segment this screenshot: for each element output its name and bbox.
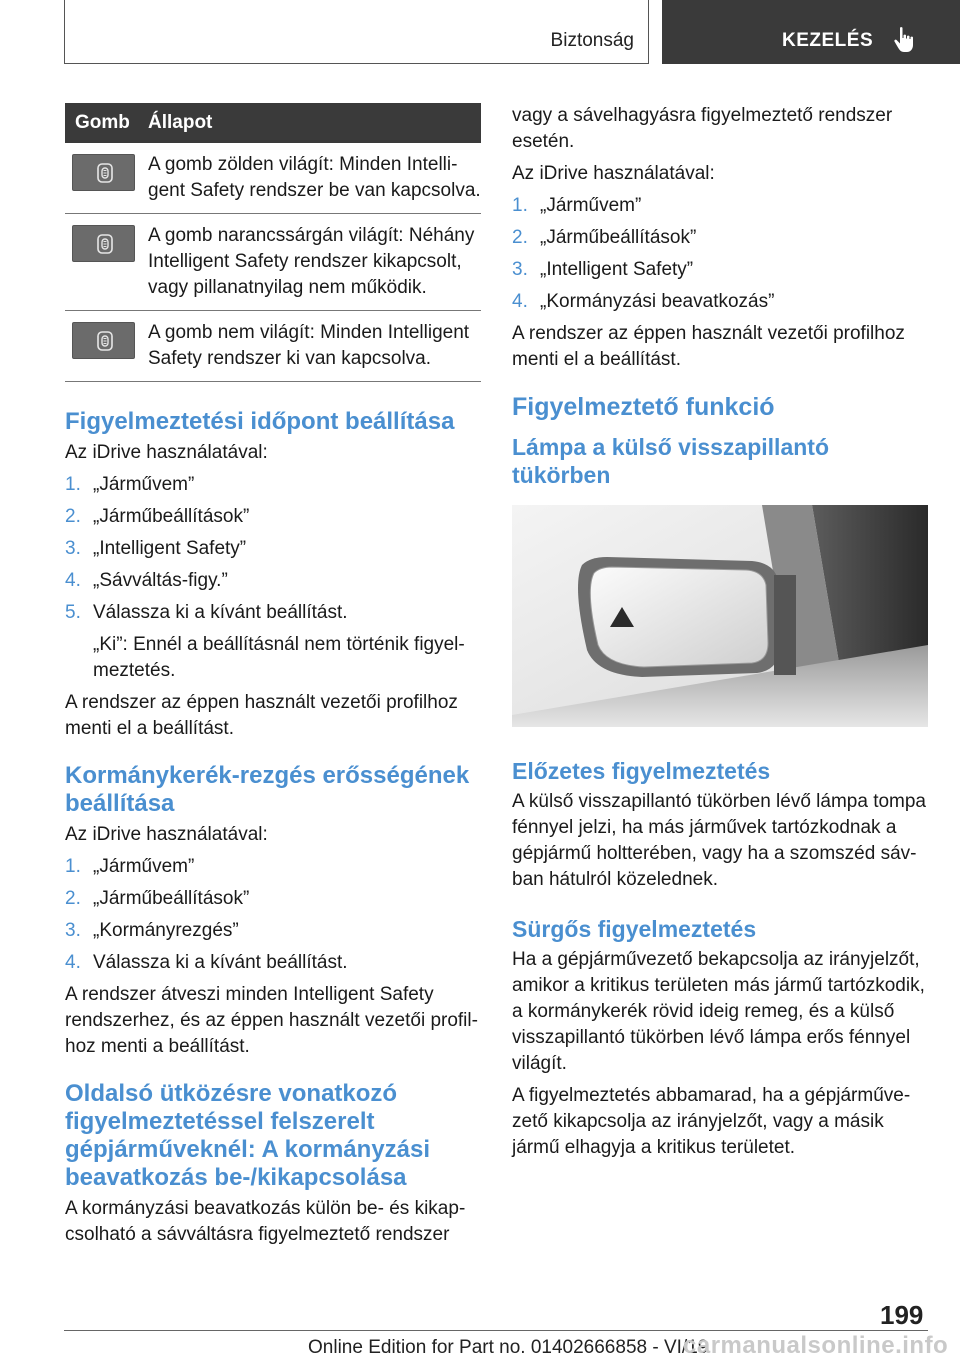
left-column [65, 103, 481, 1248]
side-mirror-warning-lamp-icon [512, 505, 928, 727]
list-item: 2. „Járműbeállítások” [65, 888, 250, 909]
section-vibration-intro: Az iDrive használatával: [65, 824, 268, 845]
table-cell-status: A gomb nem világít: Minden Intelligent Safety rendszer ki van kapcsolva. [148, 311, 481, 382]
intelligent-safety-button-icon [72, 322, 135, 359]
section-warning-time-steps [65, 472, 481, 626]
section-warning-time-outro: A rendszer az éppen használt vezetői profilhoz menti el a beállítást. [65, 692, 458, 739]
list-item: 4. „Sávváltás-figy.” [65, 570, 228, 591]
table-row [65, 214, 481, 311]
pre-warning-title: Előzetes figyelmeztetés [512, 758, 771, 784]
table-cell-status: A gomb zölden világít: Minden Intelligent Safety rendszer be van kapcsolva. [148, 143, 481, 214]
continued-text: vagy a sávelhagyásra figyelmeztető rendszer esetén. [512, 105, 893, 152]
urgent-warning-text-1: Ha a gépjárművezető bekapcsolja az irányjelzőt, amikor a kritikus területen más jármű tartózkodik, a kormánykerék rövid ideig remeg, és a külső visszapillantó tükörben lévő lámpa erős fénnyel világít. [512, 949, 925, 1074]
section-warning-time-title: Figyelmeztetési időpont beállítása [65, 408, 455, 435]
list-item: 5. Válassza ki a kívánt beállítást. [65, 602, 348, 623]
section-vibration-outro: A rendszer átveszi minden Intelligent Safety rendszerhez, és az éppen használt vezetői profilhoz menti a beállítást. [65, 984, 478, 1057]
table-header-button: Gomb [65, 103, 148, 143]
header-left-box [64, 0, 649, 64]
step-note: „Ki”: Ennél a beállításnál nem történik figyelmeztetés. [93, 634, 465, 681]
header-chapter-tab[interactable] [662, 0, 960, 64]
list-item: 1. „Járművem” [512, 195, 642, 216]
list-item: 3. „Intelligent Safety” [65, 538, 247, 559]
list-item: 4. Válassza ki a kívánt beállítást. [65, 952, 348, 973]
urgent-warning-title: Sürgős figyelmeztetés [512, 916, 757, 942]
list-item: 2. „Járműbeállítások” [512, 227, 697, 248]
table-row [65, 143, 481, 214]
mirror-lamp-title: Lámpa a külső visszapillantó tükörben [512, 434, 829, 488]
right-intro: Az iDrive használatával: [512, 163, 715, 184]
list-item: 1. „Járművem” [65, 856, 195, 877]
footer-edition: Online Edition for Part no. 01402666858 - VI/19 [308, 1337, 709, 1358]
section-steering-text: A kormányzási beavatkozás külön be- és kikapcsolható a sávváltásra figyelmeztető rendszer [65, 1198, 466, 1245]
footer-divider [64, 1330, 928, 1331]
header-chapter-title: KEZELÉS [782, 30, 874, 51]
table-row [65, 311, 481, 382]
warning-function-title: Figyelmeztető funkció [512, 393, 775, 421]
list-item: 2. „Járműbeállítások” [65, 506, 250, 527]
hand-pointer-icon [892, 26, 918, 54]
section-steering-title: Oldalsó ütközésre vonatkozó figyelmeztetéssel felszerelt gépjárműveknél: A kormányzási beavatkozás be-/kikapcsolása [65, 1080, 431, 1191]
pre-warning-text: A külső visszapillantó tükörben lévő lámpa tompa fénnyel jelzi, ha más járművek tartózkodnak a gépjármű holtterében, vagy ha a szomszéd sávban hátulról közelednek. [512, 791, 927, 890]
right-steps [512, 193, 928, 315]
list-item: 4. „Kormányzási beavatkozás” [512, 291, 775, 312]
right-column [512, 103, 928, 1161]
table-header-status: Állapot [148, 103, 481, 143]
table-header-row [65, 103, 481, 143]
right-outro: A rendszer az éppen használt vezetői profilhoz menti el a beállítást. [512, 323, 905, 370]
urgent-warning-text-2: A figyelmeztetés abbamarad, ha a gépjárművezető kikapcsolja az irányjelzőt, vagy a másik jármű elhagyja a kritikus területet. [512, 1085, 911, 1158]
intelligent-safety-button-icon [72, 154, 135, 191]
section-vibration-steps [65, 854, 481, 976]
button-status-table [65, 103, 481, 382]
footer-watermark: carmanualsonline.info [683, 1332, 949, 1359]
list-item: 3. „Kormányrezgés” [65, 920, 239, 941]
intelligent-safety-button-icon [72, 225, 135, 262]
section-warning-time-intro: Az iDrive használatával: [65, 442, 268, 463]
section-vibration-title: Kormánykerék-rezgés erősségének beállítása [65, 762, 470, 817]
list-item: 1. „Járművem” [65, 474, 195, 495]
list-item: 3. „Intelligent Safety” [512, 259, 694, 280]
table-cell-status: A gomb narancssárgán világít: Néhány Intelligent Safety rendszer kikapcsolt, vagy pillanatnyilag nem működik. [148, 214, 481, 311]
header-section-title: Biztonság [550, 30, 634, 51]
page-number: 199 [880, 1300, 924, 1330]
